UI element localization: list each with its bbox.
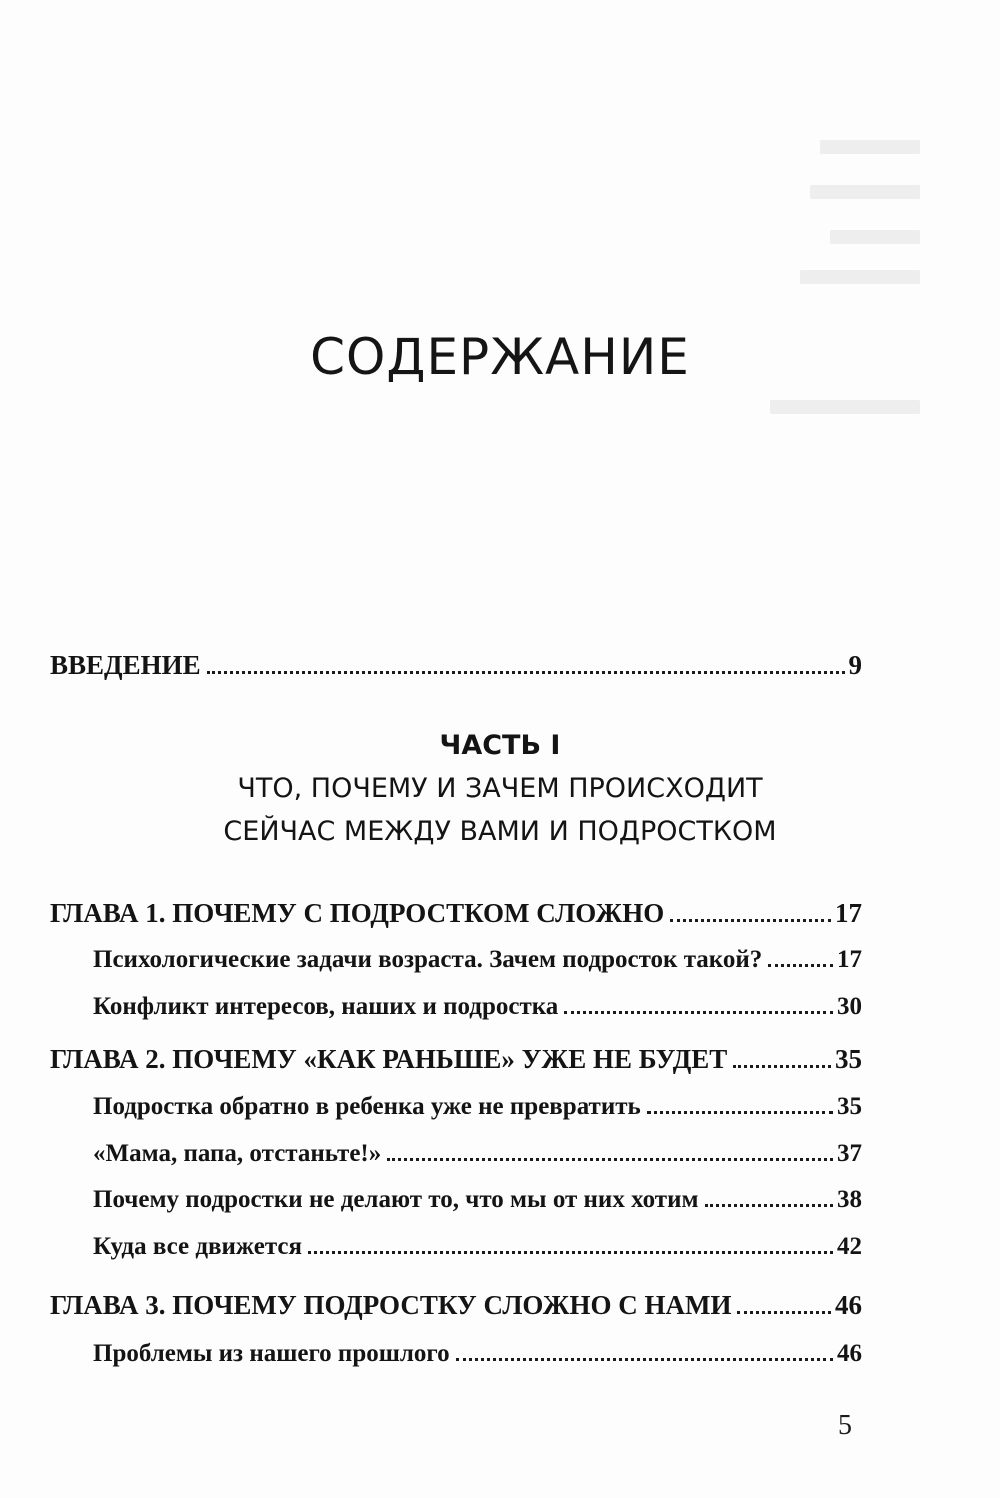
toc-page-number: 46 [837, 1340, 862, 1367]
toc-entry-label: Почему подростки не делают то, что мы от них хотим [93, 1186, 699, 1213]
dot-leader [768, 964, 833, 967]
toc-entry-intro[interactable] [50, 650, 862, 681]
part-label: ЧАСТЬ I [439, 730, 561, 761]
dot-leader [705, 1204, 833, 1207]
toc-entry-label: Подростка обратно в ребенка уже не превратить [93, 1093, 641, 1120]
show-through-line [820, 140, 920, 154]
toc-entry-section[interactable] [93, 946, 862, 974]
toc-page-number: 35 [835, 1044, 862, 1074]
toc-entry-label: ГЛАВА 2. ПОЧЕМУ «КАК РАНЬШЕ» УЖЕ НЕ БУДЕТ [50, 1044, 728, 1074]
toc-entry-label: «Мама, папа, отстаньте!» [93, 1140, 382, 1167]
toc-entry-label: ГЛАВА 3. ПОЧЕМУ ПОДРОСТКУ СЛОЖНО С НАМИ [50, 1290, 732, 1320]
toc-page-number: 46 [835, 1290, 862, 1320]
toc-entry-label: Конфликт интересов, наших и подростка [93, 993, 559, 1020]
show-through-line [800, 270, 920, 284]
toc-page-number: 35 [837, 1093, 862, 1120]
toc-entry-chapter[interactable] [50, 1044, 862, 1075]
dot-leader [207, 671, 845, 674]
dot-leader [737, 1311, 831, 1314]
toc-page-number: 17 [837, 946, 862, 973]
show-through-line [830, 230, 920, 244]
toc-entry-section[interactable] [93, 993, 862, 1021]
toc-entry-label: Проблемы из нашего прошлого [93, 1340, 450, 1367]
toc-entry-label: ГЛАВА 1. ПОЧЕМУ С ПОДРОСТКОМ СЛОЖНО [50, 898, 665, 928]
toc-page-number: 37 [837, 1140, 862, 1167]
show-through-line [810, 185, 920, 199]
toc-entry-section[interactable] [93, 1233, 862, 1261]
toc-entry-chapter[interactable] [50, 898, 862, 929]
toc-page-number: 30 [837, 993, 862, 1020]
dot-leader [647, 1111, 833, 1114]
toc-entry-section[interactable] [93, 1340, 862, 1368]
page-title: СОДЕРЖАНИЕ [310, 328, 690, 386]
dot-leader [670, 919, 831, 922]
part-title-line-1: ЧТО, ПОЧЕМУ И ЗАЧЕМ ПРОИСХОДИТ [237, 773, 763, 804]
page-folio-number: 5 [838, 1410, 852, 1441]
toc-page-number: 38 [837, 1186, 862, 1213]
toc-page-number: 9 [848, 650, 862, 680]
dot-leader [308, 1251, 833, 1254]
toc-entry-label: Куда все движется [93, 1233, 303, 1260]
toc-entry-section[interactable] [93, 1093, 862, 1121]
toc-page-number: 42 [837, 1233, 862, 1260]
dot-leader [733, 1065, 831, 1068]
show-through-line [770, 400, 920, 414]
toc-entry-section[interactable] [93, 1186, 862, 1214]
toc-entry-chapter[interactable] [50, 1290, 862, 1321]
toc-entry-label: ВВЕДЕНИЕ [50, 650, 201, 680]
dot-leader [387, 1158, 833, 1161]
part-title-line-2: СЕЙЧАС МЕЖДУ ВАМИ И ПОДРОСТКОМ [223, 816, 777, 847]
toc-entry-section[interactable] [93, 1140, 862, 1168]
toc-entry-label: Психологические задачи возраста. Зачем подросток такой? [93, 946, 763, 973]
toc-page-number: 17 [835, 898, 862, 928]
dot-leader [564, 1011, 833, 1014]
dot-leader [456, 1358, 833, 1361]
